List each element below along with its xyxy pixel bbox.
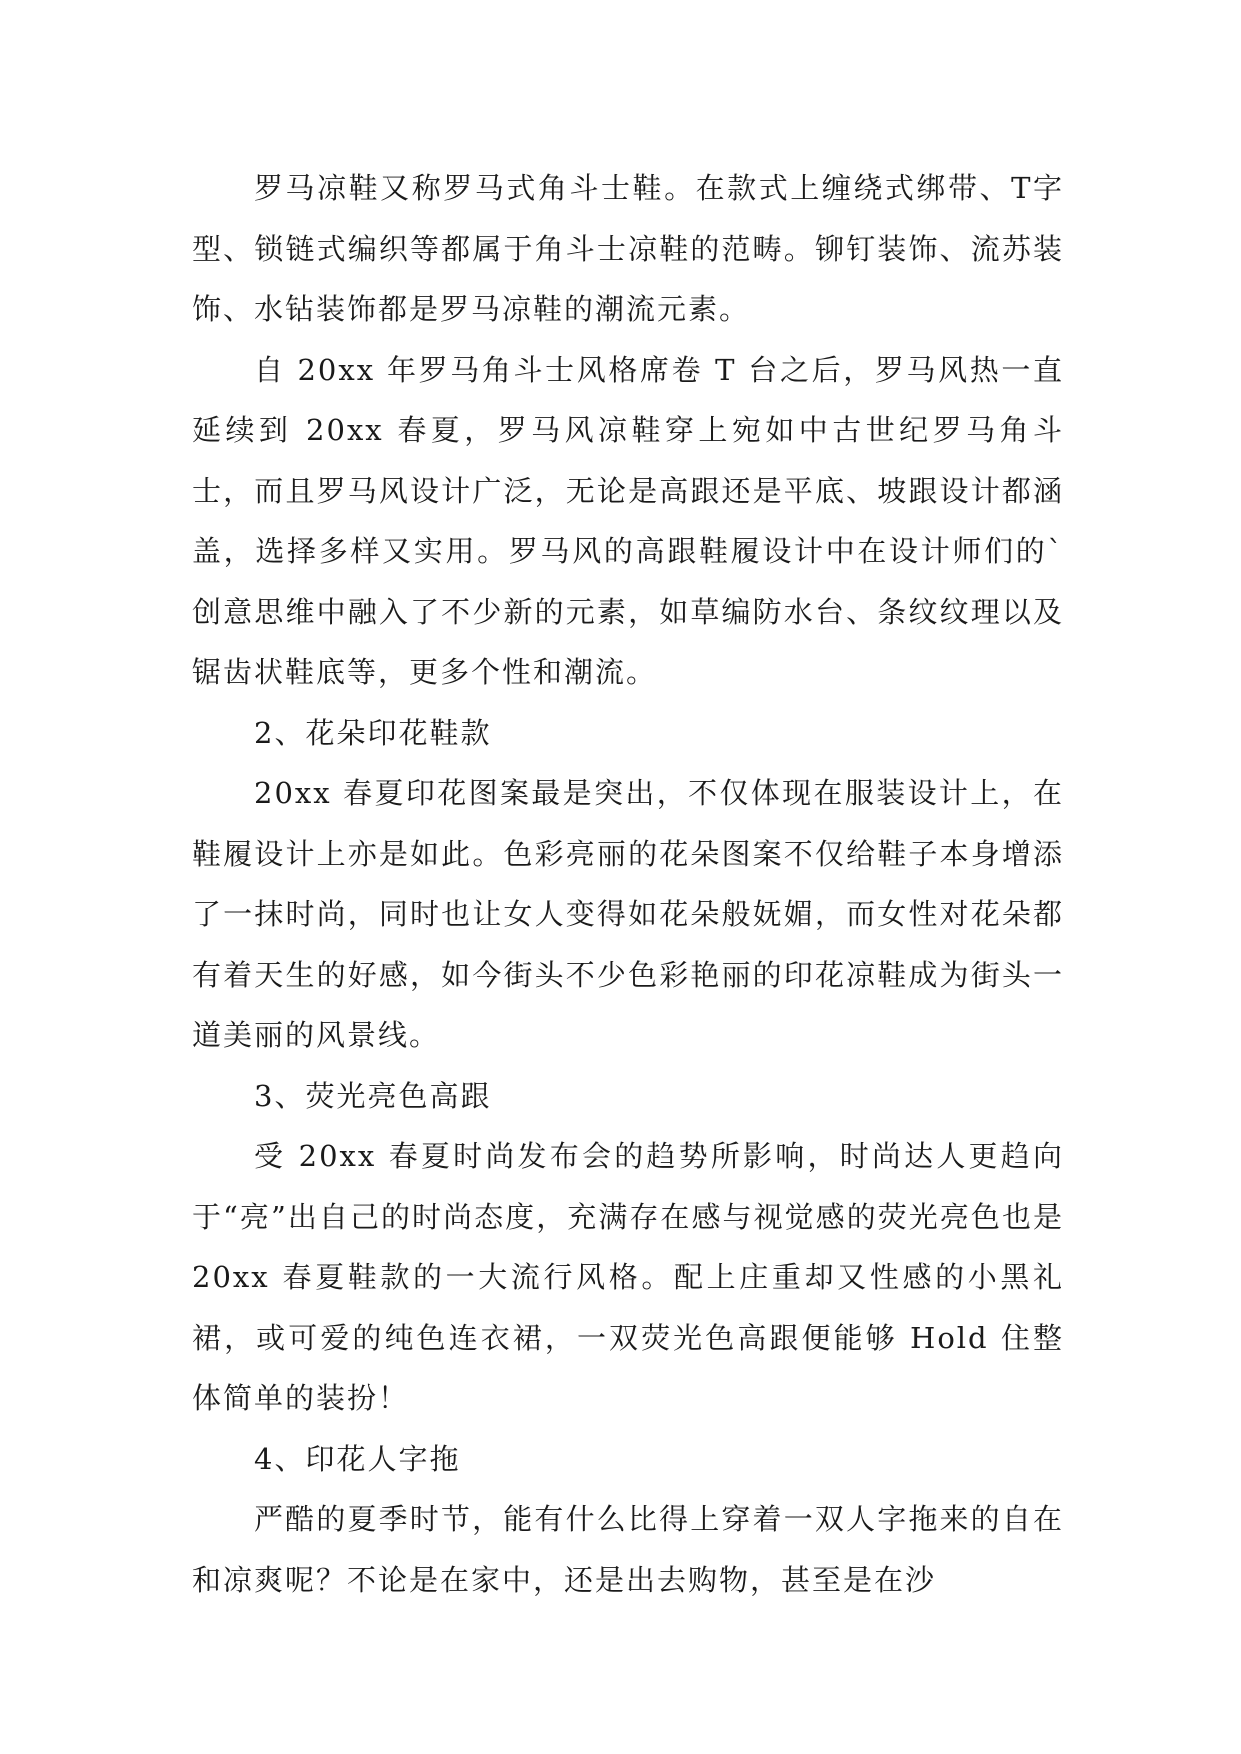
section-heading-floral-print: 2、花朵印花鞋款 xyxy=(254,715,492,750)
paragraph-neon-heels: 受 20xx 春夏时尚发布会的趋势所影响，时尚达人更趋向于“亮”出自己的时尚态度，充满存在感与视觉感的荧光亮色也是 20xx 春夏鞋款的一大流行风格。配上庄重却又性感的小黑礼裙，或可爱的纯色连衣裙，一双荧光色高跟便能够 Hold 住整体简单的装扮！ xyxy=(192,1139,1064,1415)
paragraph-flip-flops: 严酷的夏季时节，能有什么比得上穿着一双人字拖来的自在和凉爽呢？不论是在家中，还是出去购物，甚至是在沙 xyxy=(192,1502,1064,1597)
section-heading-flip-flops: 4、印花人字拖 xyxy=(254,1441,461,1476)
paragraph-floral-print: 20xx 春夏印花图案最是突出，不仅体现在服装设计上，在鞋履设计上亦是如此。色彩亮丽的花朵图案不仅给鞋子本身增添了一抹时尚，同时也让女人变得如花朵般妩媚，而女性对花朵都有着天生的好感，如今街头不少色彩艳丽的印花凉鞋成为街头一道美丽的风景线。 xyxy=(192,776,1064,1052)
section-heading-neon-heels: 3、荧光亮色高跟 xyxy=(254,1078,492,1113)
paragraph-roman-style-trend: 自 20xx 年罗马角斗士风格席卷 T 台之后，罗马风热一直延续到 20xx 春夏，罗马风凉鞋穿上宛如中古世纪罗马角斗士，而且罗马风设计广泛，无论是高跟还是平底、坡跟设计都涵盖，选择多样又实用。罗马风的高跟鞋履设计中在设计师们的`创意思维中融入了不少新的元素，如草编防水台、条纹纹理以及锯齿状鞋底等，更多个性和潮流。 xyxy=(192,352,1064,689)
document-body xyxy=(192,158,1064,1610)
paragraph-roman-sandals-intro: 罗马凉鞋又称罗马式角斗士鞋。在款式上缠绕式绑带、T字型、锁链式编织等都属于角斗士凉鞋的范畴。铆钉装饰、流苏装饰、水钻装饰都是罗马凉鞋的潮流元素。 xyxy=(192,171,1064,326)
